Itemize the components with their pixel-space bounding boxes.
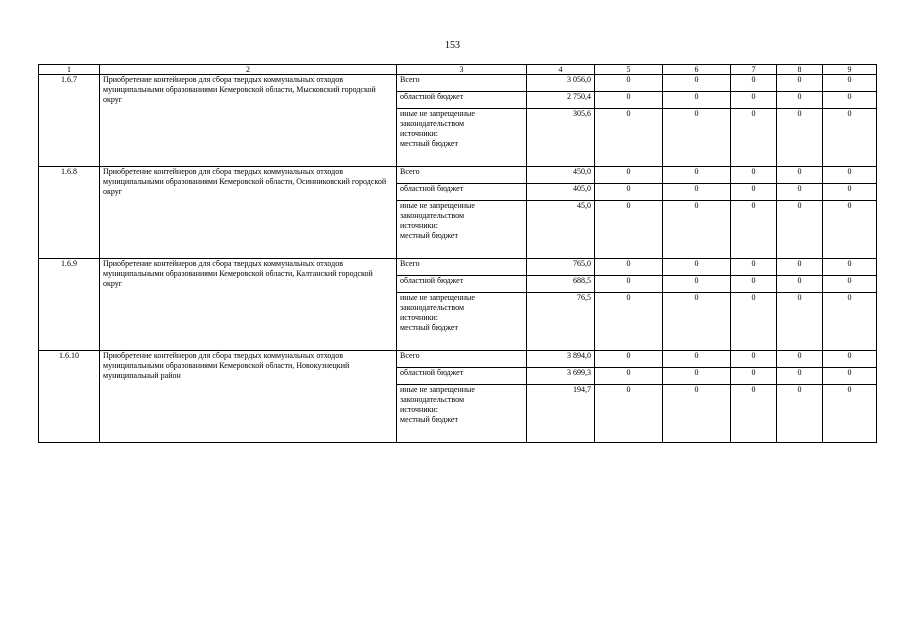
amount-col6: 0 xyxy=(663,368,731,385)
item-code: 1.6.7 xyxy=(39,75,100,167)
amount-col7: 0 xyxy=(731,167,777,184)
amount-col5: 0 xyxy=(595,184,663,201)
amount-col8: 0 xyxy=(777,259,823,276)
funding-source: Всего xyxy=(397,259,527,276)
amount-col7: 0 xyxy=(731,184,777,201)
amount-col7: 0 xyxy=(731,351,777,368)
amount-col5: 0 xyxy=(595,385,663,443)
amount-col5: 0 xyxy=(595,201,663,259)
amount-col7: 0 xyxy=(731,368,777,385)
funding-source: областной бюджет xyxy=(397,368,527,385)
amount-col6: 0 xyxy=(663,109,731,167)
amount-col6: 0 xyxy=(663,167,731,184)
header-cell: 8 xyxy=(777,65,823,75)
amount-col4: 45,0 xyxy=(527,201,595,259)
funding-source: иные не запрещенные законодательством источники: местный бюджет xyxy=(397,201,527,259)
amount-col5: 0 xyxy=(595,259,663,276)
budget-table xyxy=(38,64,877,443)
amount-col7: 0 xyxy=(731,385,777,443)
amount-col5: 0 xyxy=(595,92,663,109)
amount-col6: 0 xyxy=(663,201,731,259)
amount-col5: 0 xyxy=(595,368,663,385)
amount-col8: 0 xyxy=(777,276,823,293)
amount-col8: 0 xyxy=(777,109,823,167)
amount-col6: 0 xyxy=(663,351,731,368)
amount-col7: 0 xyxy=(731,75,777,92)
item-name: Приобретение контейнеров для сбора твердых коммунальных отходов муниципальными образованиями Кемеровской области, Осинниковский городской округ xyxy=(100,167,397,259)
amount-col4: 305,6 xyxy=(527,109,595,167)
amount-col7: 0 xyxy=(731,293,777,351)
amount-col4: 405,0 xyxy=(527,184,595,201)
header-cell: 9 xyxy=(823,65,877,75)
amount-col5: 0 xyxy=(595,351,663,368)
item-name: Приобретение контейнеров для сбора твердых коммунальных отходов муниципальными образованиями Кемеровской области, Калтанский городской округ xyxy=(100,259,397,351)
item-code: 1.6.9 xyxy=(39,259,100,351)
funding-source: иные не запрещенные законодательством источники: местный бюджет xyxy=(397,109,527,167)
amount-col4: 688,5 xyxy=(527,276,595,293)
item-code: 1.6.10 xyxy=(39,351,100,443)
page-number: 153 xyxy=(445,40,460,51)
amount-col9: 0 xyxy=(823,92,877,109)
funding-source: Всего xyxy=(397,351,527,368)
amount-col9: 0 xyxy=(823,293,877,351)
funding-source: Всего xyxy=(397,167,527,184)
amount-col6: 0 xyxy=(663,259,731,276)
amount-col9: 0 xyxy=(823,109,877,167)
amount-col8: 0 xyxy=(777,351,823,368)
header-cell: 3 xyxy=(397,65,527,75)
amount-col5: 0 xyxy=(595,276,663,293)
table-row xyxy=(39,167,877,184)
amount-col6: 0 xyxy=(663,75,731,92)
amount-col9: 0 xyxy=(823,368,877,385)
amount-col7: 0 xyxy=(731,201,777,259)
amount-col5: 0 xyxy=(595,293,663,351)
header-cell: 2 xyxy=(100,65,397,75)
amount-col9: 0 xyxy=(823,184,877,201)
amount-col4: 76,5 xyxy=(527,293,595,351)
amount-col8: 0 xyxy=(777,368,823,385)
amount-col6: 0 xyxy=(663,92,731,109)
table-row xyxy=(39,351,877,368)
funding-source: областной бюджет xyxy=(397,276,527,293)
amount-col4: 450,0 xyxy=(527,167,595,184)
item-code: 1.6.8 xyxy=(39,167,100,259)
amount-col8: 0 xyxy=(777,184,823,201)
amount-col4: 765,0 xyxy=(527,259,595,276)
header-cell: 7 xyxy=(731,65,777,75)
amount-col9: 0 xyxy=(823,75,877,92)
amount-col6: 0 xyxy=(663,184,731,201)
header-cell: 1 xyxy=(39,65,100,75)
amount-col8: 0 xyxy=(777,92,823,109)
amount-col4: 3 894,0 xyxy=(527,351,595,368)
amount-col8: 0 xyxy=(777,167,823,184)
amount-col6: 0 xyxy=(663,276,731,293)
amount-col4: 2 750,4 xyxy=(527,92,595,109)
amount-col6: 0 xyxy=(663,385,731,443)
amount-col8: 0 xyxy=(777,293,823,351)
amount-col4: 3 056,0 xyxy=(527,75,595,92)
funding-source: областной бюджет xyxy=(397,92,527,109)
amount-col5: 0 xyxy=(595,109,663,167)
amount-col5: 0 xyxy=(595,167,663,184)
header-cell: 6 xyxy=(663,65,731,75)
amount-col8: 0 xyxy=(777,75,823,92)
amount-col9: 0 xyxy=(823,167,877,184)
amount-col9: 0 xyxy=(823,385,877,443)
amount-col8: 0 xyxy=(777,201,823,259)
table-row xyxy=(39,259,877,276)
amount-col9: 0 xyxy=(823,351,877,368)
header-cell: 4 xyxy=(527,65,595,75)
amount-col6: 0 xyxy=(663,293,731,351)
header-row xyxy=(39,65,877,75)
amount-col7: 0 xyxy=(731,276,777,293)
amount-col7: 0 xyxy=(731,109,777,167)
amount-col9: 0 xyxy=(823,201,877,259)
amount-col4: 194,7 xyxy=(527,385,595,443)
item-name: Приобретение контейнеров для сбора твердых коммунальных отходов муниципальными образованиями Кемеровской области, Мысковский городской округ xyxy=(100,75,397,167)
amount-col4: 3 699,3 xyxy=(527,368,595,385)
amount-col5: 0 xyxy=(595,75,663,92)
item-name: Приобретение контейнеров для сбора твердых коммунальных отходов муниципальными образованиями Кемеровской области, Новокузнецкий муниципальный район xyxy=(100,351,397,443)
amount-col8: 0 xyxy=(777,385,823,443)
funding-source: Всего xyxy=(397,75,527,92)
amount-col7: 0 xyxy=(731,259,777,276)
amount-col9: 0 xyxy=(823,259,877,276)
amount-col7: 0 xyxy=(731,92,777,109)
table-row xyxy=(39,75,877,92)
header-cell: 5 xyxy=(595,65,663,75)
amount-col9: 0 xyxy=(823,276,877,293)
funding-source: областной бюджет xyxy=(397,184,527,201)
funding-source: иные не запрещенные законодательством источники: местный бюджет xyxy=(397,293,527,351)
funding-source: иные не запрещенные законодательством источники: местный бюджет xyxy=(397,385,527,443)
